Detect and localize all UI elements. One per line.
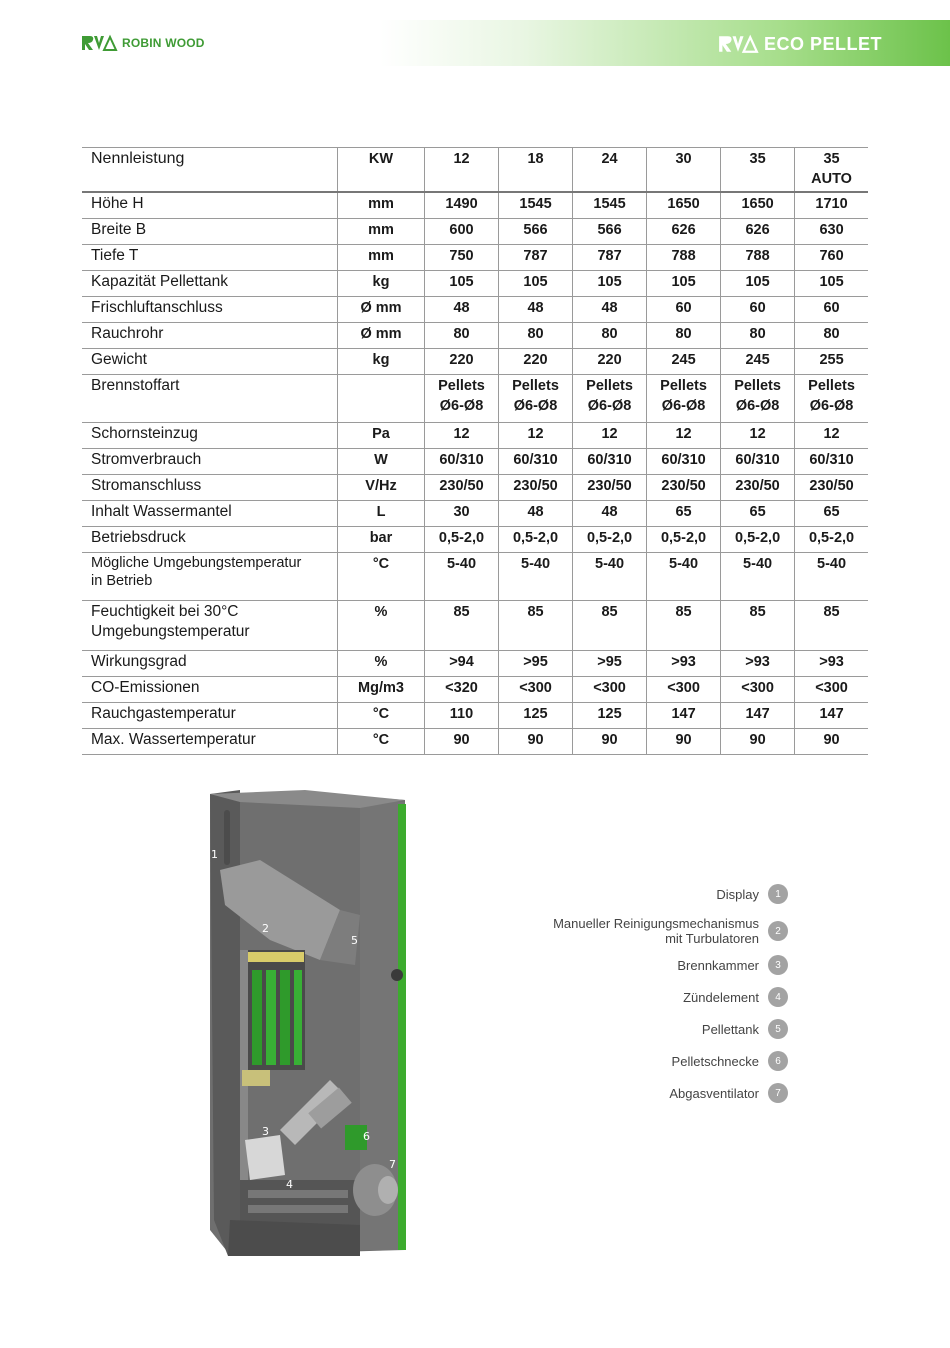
row-value: 60/310 [573, 449, 647, 475]
row-unit: mm [338, 192, 425, 219]
row-value: 125 [499, 703, 573, 729]
row-value: 230/50 [573, 475, 647, 501]
row-value: 80 [795, 323, 868, 349]
row-param: Stromverbrauch [82, 449, 338, 475]
row-value: 80 [647, 323, 721, 349]
row-value: >95 [499, 651, 573, 677]
legend-item [488, 955, 788, 975]
row-param: Rauchgastemperatur [82, 703, 338, 729]
row-value: 60 [795, 297, 868, 323]
row-value: 0,5-2,0 [647, 527, 721, 553]
row-value: 1650 [721, 192, 795, 219]
row-value: 60/310 [425, 449, 499, 475]
row-value: >95 [573, 651, 647, 677]
table-row [82, 349, 868, 375]
row-param: Wirkungsgrad [82, 651, 338, 677]
row-value: 5-40 [795, 553, 868, 601]
row-value: 230/50 [721, 475, 795, 501]
row-value: 220 [499, 349, 573, 375]
header-model-18: 18 [499, 148, 573, 193]
row-param: Höhe H [82, 192, 338, 219]
row-value: 85 [647, 601, 721, 651]
row-value: 125 [573, 703, 647, 729]
row-param: Feuchtigkeit bei 30°C Umgebungstemperatur [82, 601, 338, 651]
row-value: 85 [425, 601, 499, 651]
row-unit: % [338, 651, 425, 677]
row-value: <300 [647, 677, 721, 703]
row-value: 110 [425, 703, 499, 729]
table-row [82, 651, 868, 677]
row-value: 90 [795, 729, 868, 755]
header-model-30: 30 [647, 148, 721, 193]
row-param: Stromanschluss [82, 475, 338, 501]
table-row [82, 677, 868, 703]
row-unit: Mg/m3 [338, 677, 425, 703]
header-model-24: 24 [573, 148, 647, 193]
row-value: 60 [721, 297, 795, 323]
table-row [82, 245, 868, 271]
row-value: 105 [721, 271, 795, 297]
row-value: <300 [721, 677, 795, 703]
row-value: 0,5-2,0 [499, 527, 573, 553]
row-unit: mm [338, 245, 425, 271]
row-value: 90 [721, 729, 795, 755]
header-model-35-auto: 35 AUTO [795, 148, 868, 193]
legend-item [488, 884, 788, 904]
row-value: <300 [499, 677, 573, 703]
table-row [82, 729, 868, 755]
row-unit: °C [338, 553, 425, 601]
legend-label: Brennkammer [677, 957, 759, 973]
illus-number-5: 5 [351, 934, 358, 947]
row-value: 80 [721, 323, 795, 349]
legend-item [488, 1051, 788, 1071]
table-row [82, 527, 868, 553]
row-value: Pellets Ø6-Ø8 [499, 375, 573, 423]
row-value: 600 [425, 219, 499, 245]
row-param: Rauchrohr [82, 323, 338, 349]
row-value: 566 [499, 219, 573, 245]
legend-item [488, 1083, 788, 1103]
rw-mark-white-icon [716, 34, 760, 54]
legend-number-badge: 5 [768, 1019, 788, 1039]
table-row [82, 375, 868, 423]
row-value: Pellets Ø6-Ø8 [721, 375, 795, 423]
illus-number-3: 3 [262, 1125, 269, 1138]
row-value: 255 [795, 349, 868, 375]
legend-number-badge: 3 [768, 955, 788, 975]
row-value: 12 [721, 423, 795, 449]
legend-number-badge: 7 [768, 1083, 788, 1103]
row-param: Gewicht [82, 349, 338, 375]
legend-label: Manueller Reinigungsmechanismus mit Turbulatoren [553, 916, 759, 946]
table-row [82, 601, 868, 651]
rw-mark-icon [80, 34, 118, 52]
row-value: 65 [795, 501, 868, 527]
legend-label: Pellettank [701, 1021, 759, 1037]
row-value: 5-40 [425, 553, 499, 601]
row-value: 787 [499, 245, 573, 271]
row-param: Tiefe T [82, 245, 338, 271]
row-value: 787 [573, 245, 647, 271]
row-value: 105 [573, 271, 647, 297]
specifications-table [82, 147, 868, 755]
table-row [82, 297, 868, 323]
row-value: >93 [647, 651, 721, 677]
row-value: 85 [573, 601, 647, 651]
row-unit: °C [338, 703, 425, 729]
legend-number-badge: 4 [768, 987, 788, 1007]
component-legend [488, 884, 788, 1115]
legend-number-badge: 2 [768, 921, 788, 941]
row-value: 788 [721, 245, 795, 271]
right-brand-text: ECO PELLET [763, 33, 882, 54]
row-value: 12 [499, 423, 573, 449]
row-value: 90 [573, 729, 647, 755]
row-value: >94 [425, 651, 499, 677]
row-param: Schornsteinzug [82, 423, 338, 449]
row-value: 48 [499, 501, 573, 527]
row-value: 788 [647, 245, 721, 271]
row-value: 1545 [499, 192, 573, 219]
row-value: 750 [425, 245, 499, 271]
table-row [82, 703, 868, 729]
row-value: 0,5-2,0 [573, 527, 647, 553]
row-param: CO-Emissionen [82, 677, 338, 703]
row-value: 5-40 [499, 553, 573, 601]
row-unit [338, 375, 425, 423]
legend-number-badge: 1 [768, 884, 788, 904]
row-value: 85 [721, 601, 795, 651]
legend-item [488, 1019, 788, 1039]
row-value: 12 [425, 423, 499, 449]
row-value: 566 [573, 219, 647, 245]
row-unit: kg [338, 271, 425, 297]
row-value: 147 [795, 703, 868, 729]
row-value: 48 [425, 297, 499, 323]
row-value: 626 [647, 219, 721, 245]
row-value: Pellets Ø6-Ø8 [647, 375, 721, 423]
row-value: Pellets Ø6-Ø8 [425, 375, 499, 423]
table-row [82, 449, 868, 475]
row-value: 230/50 [795, 475, 868, 501]
eco-pellet-logo [716, 32, 882, 56]
row-param: Kapazität Pellettank [82, 271, 338, 297]
row-value: 1650 [647, 192, 721, 219]
header-model-12: 12 [425, 148, 499, 193]
legend-label: Zündelement [683, 989, 759, 1005]
legend-label: Abgasventilator [669, 1085, 759, 1101]
row-value: 0,5-2,0 [425, 527, 499, 553]
table-row [82, 553, 868, 601]
boiler-cutaway-illustration [200, 780, 420, 1260]
row-unit: Ø mm [338, 297, 425, 323]
row-value: 230/50 [647, 475, 721, 501]
row-value: 12 [573, 423, 647, 449]
left-brand-text: ROBIN WOOD [122, 36, 205, 50]
row-value: 105 [795, 271, 868, 297]
row-value: 1490 [425, 192, 499, 219]
row-value: 230/50 [499, 475, 573, 501]
row-value: Pellets Ø6-Ø8 [573, 375, 647, 423]
row-value: 1545 [573, 192, 647, 219]
row-unit: Pa [338, 423, 425, 449]
row-unit: V/Hz [338, 475, 425, 501]
row-unit: °C [338, 729, 425, 755]
legend-number-badge: 6 [768, 1051, 788, 1071]
legend-item [488, 916, 788, 946]
row-value: 65 [647, 501, 721, 527]
row-value: 12 [795, 423, 868, 449]
row-param: Frischluftanschluss [82, 297, 338, 323]
row-value: 60/310 [795, 449, 868, 475]
row-value: 0,5-2,0 [795, 527, 868, 553]
row-param: Betriebsdruck [82, 527, 338, 553]
row-value: 90 [647, 729, 721, 755]
legend-label: Display [716, 886, 759, 902]
row-unit: Ø mm [338, 323, 425, 349]
row-param: Max. Wassertemperatur [82, 729, 338, 755]
header-param: Nennleistung [82, 148, 338, 193]
row-value: 80 [499, 323, 573, 349]
row-value: 90 [499, 729, 573, 755]
row-unit: kg [338, 349, 425, 375]
row-value: 147 [721, 703, 795, 729]
table-row [82, 271, 868, 297]
illus-number-1: 1 [211, 848, 218, 861]
row-value: 630 [795, 219, 868, 245]
row-value: 1710 [795, 192, 868, 219]
row-value: 0,5-2,0 [721, 527, 795, 553]
row-value: 147 [647, 703, 721, 729]
row-value: 65 [721, 501, 795, 527]
row-value: 220 [425, 349, 499, 375]
illus-number-6: 6 [363, 1130, 370, 1143]
illus-number-4: 4 [286, 1178, 293, 1191]
row-value: 245 [721, 349, 795, 375]
row-unit: bar [338, 527, 425, 553]
row-param: Inhalt Wassermantel [82, 501, 338, 527]
row-value: 30 [425, 501, 499, 527]
illus-number-7: 7 [389, 1158, 396, 1171]
table-row [82, 423, 868, 449]
row-value: 85 [795, 601, 868, 651]
header-model-35: 35 [721, 148, 795, 193]
row-value: <300 [795, 677, 868, 703]
table-row [82, 501, 868, 527]
header-unit: KW [338, 148, 425, 193]
row-value: 105 [647, 271, 721, 297]
row-value: 626 [721, 219, 795, 245]
row-value: 90 [425, 729, 499, 755]
table-row [82, 475, 868, 501]
legend-label: Pelletschnecke [671, 1053, 759, 1069]
row-unit: % [338, 601, 425, 651]
row-param: Breite B [82, 219, 338, 245]
legend-item [488, 987, 788, 1007]
row-value: >93 [795, 651, 868, 677]
row-unit: W [338, 449, 425, 475]
robin-wood-logo [80, 32, 205, 54]
row-value: >93 [721, 651, 795, 677]
row-value: 5-40 [721, 553, 795, 601]
row-value: 245 [647, 349, 721, 375]
row-value: 48 [573, 501, 647, 527]
row-value: 60/310 [721, 449, 795, 475]
row-value: <300 [573, 677, 647, 703]
row-value: 760 [795, 245, 868, 271]
row-value: 48 [499, 297, 573, 323]
row-value: 60/310 [647, 449, 721, 475]
row-value: 105 [499, 271, 573, 297]
row-value: 80 [425, 323, 499, 349]
row-param: Mögliche Umgebungstemperatur in Betrieb [82, 553, 338, 601]
row-value: 85 [499, 601, 573, 651]
row-param: Brennstoffart [82, 375, 338, 423]
row-value: 105 [425, 271, 499, 297]
table-row [82, 219, 868, 245]
row-value: Pellets Ø6-Ø8 [795, 375, 868, 423]
row-value: <320 [425, 677, 499, 703]
row-value: 5-40 [647, 553, 721, 601]
table-header-row [82, 148, 868, 193]
row-value: 220 [573, 349, 647, 375]
table-row [82, 323, 868, 349]
row-unit: mm [338, 219, 425, 245]
row-value: 60/310 [499, 449, 573, 475]
row-value: 12 [647, 423, 721, 449]
row-value: 60 [647, 297, 721, 323]
illus-number-2: 2 [262, 922, 269, 935]
table-row [82, 192, 868, 219]
row-value: 230/50 [425, 475, 499, 501]
row-unit: L [338, 501, 425, 527]
row-value: 48 [573, 297, 647, 323]
row-value: 5-40 [573, 553, 647, 601]
row-value: 80 [573, 323, 647, 349]
